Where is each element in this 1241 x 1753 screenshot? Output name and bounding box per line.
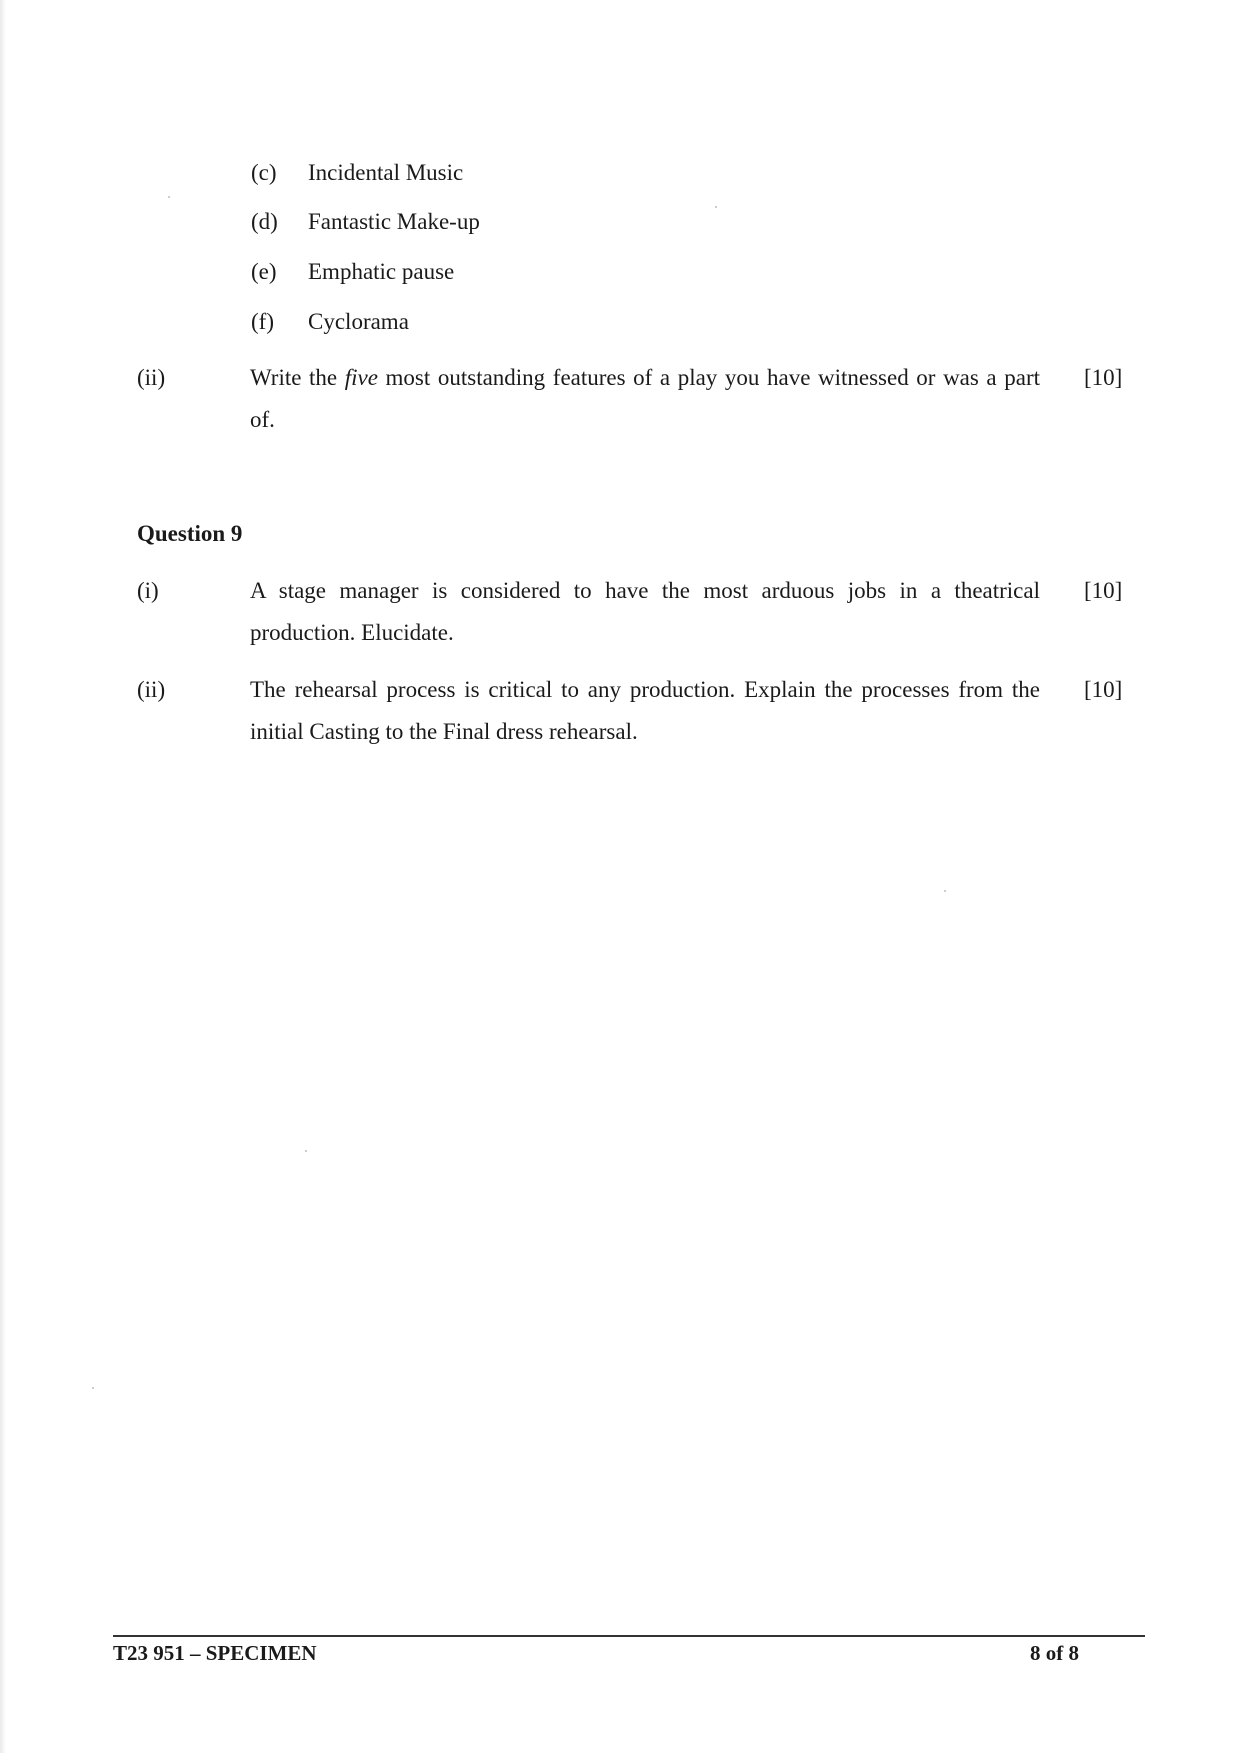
- footer-page-number: 8 of 8: [1030, 1641, 1079, 1665]
- sub-item-text: Fantastic Make-up: [308, 209, 480, 234]
- scan-speck: [715, 206, 717, 208]
- part-text-start: Write the: [250, 365, 345, 390]
- scan-speck: [944, 890, 946, 892]
- sub-item-label: (d): [251, 209, 278, 234]
- part-text: A stage manager is considered to have the most arduous jobs in a theatrical production. Elucidate.: [250, 578, 1040, 645]
- scan-edge-shadow: [0, 0, 6, 1753]
- scan-speck: [92, 1387, 94, 1389]
- part-text-end: most outstanding features of a play you have witnessed or was a part of.: [250, 365, 1040, 432]
- part-label: (ii): [137, 677, 166, 702]
- sub-item-d: [251, 201, 480, 243]
- part-text: The rehearsal process is critical to any production. Explain the processes from the initial Casting to the Final dress rehearsal.: [250, 677, 1040, 744]
- question-9-heading: Question 9: [137, 521, 243, 546]
- scan-speck: [305, 1150, 307, 1152]
- sub-item-label: (c): [251, 160, 277, 185]
- sub-item-label: (f): [251, 309, 274, 334]
- sub-item-label: (e): [251, 259, 277, 284]
- marks-allocation: [10]: [1084, 677, 1123, 702]
- part-text-emphasis: five: [344, 365, 378, 390]
- part-label: (ii): [137, 365, 166, 390]
- marks-allocation: [10]: [1084, 578, 1123, 603]
- scan-speck: [168, 196, 170, 198]
- sub-item-text: Cyclorama: [308, 309, 409, 334]
- sub-item-f: [251, 301, 409, 343]
- marks-allocation: [10]: [1084, 365, 1123, 390]
- sub-item-c: [251, 152, 463, 194]
- part-label: (i): [137, 578, 159, 603]
- footer-divider: [113, 1635, 1145, 1637]
- part-text: [250, 357, 1040, 441]
- sub-item-e: [251, 251, 454, 293]
- sub-item-text: Incidental Music: [308, 160, 464, 185]
- sub-item-text: Emphatic pause: [308, 259, 455, 284]
- footer-paper-code: T23 951 – SPECIMEN: [113, 1641, 317, 1665]
